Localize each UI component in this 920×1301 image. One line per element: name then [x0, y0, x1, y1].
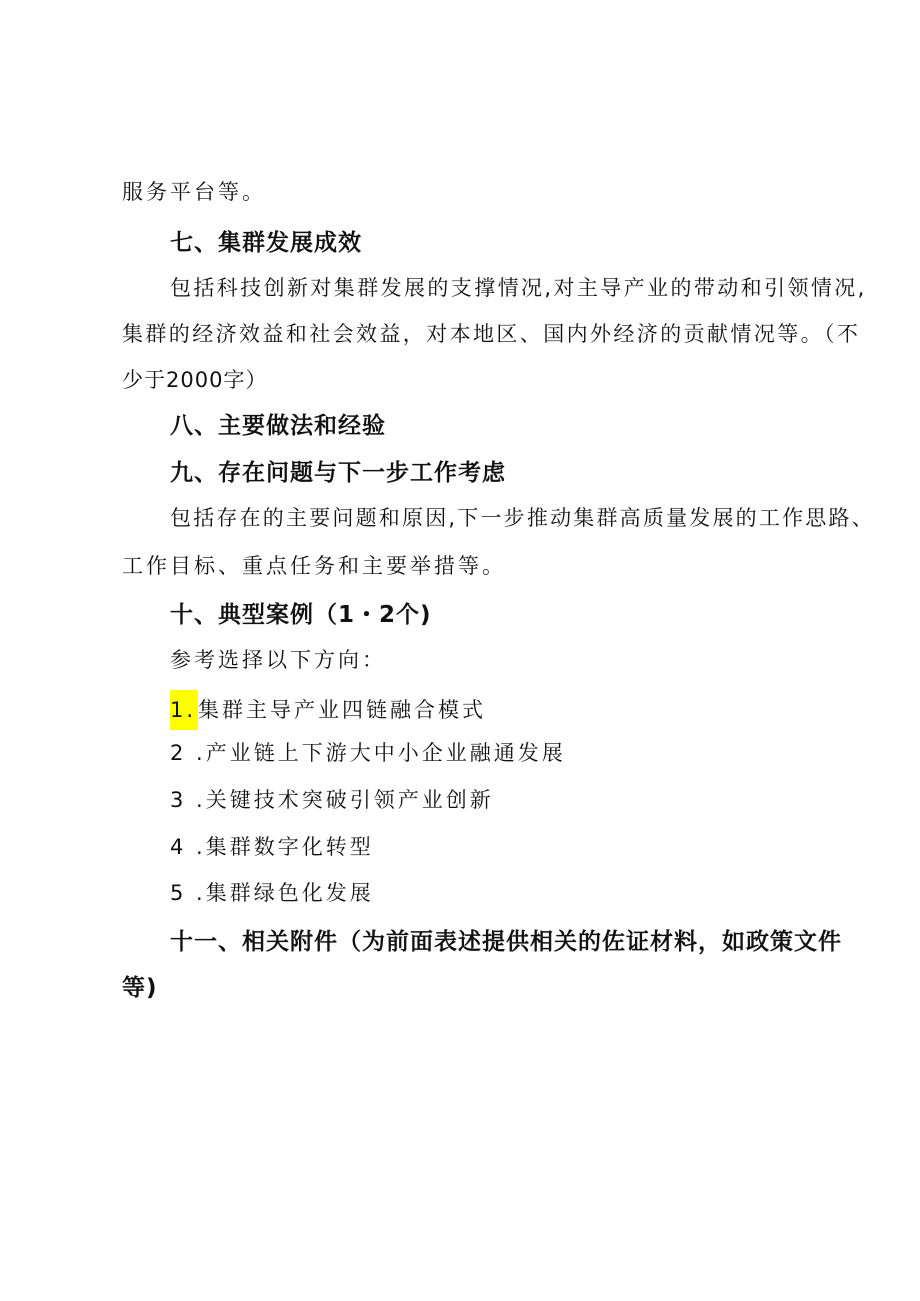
list-item-2	[170, 737, 566, 767]
section-11-heading-line-2: 等)	[122, 975, 158, 1001]
section-9-heading: 九、存在问题与下一步工作考虑	[170, 460, 506, 486]
list-item-2-text: 产业链上下游大中小企业融通发展	[205, 741, 566, 765]
section-8-heading: 八、主要做法和经验	[170, 413, 386, 439]
section-9-paragraph-line-2: 工作目标、重点任务和主要举措等。	[122, 554, 506, 578]
list-item-4-text: 集群数字化转型	[205, 835, 374, 859]
section-10-heading: 十、典型案例（1・2个)	[170, 602, 432, 628]
section-7-paragraph-line-1: 包括科技创新对集群发展的支撑情况,对主导产业的带动和引领情况,	[170, 276, 867, 300]
section-7-heading: 七、集群发展成效	[170, 230, 362, 256]
section-7-paragraph-line-2: 集群的经济效益和社会效益，对本地区、国内外经济的贡献情况等。（不	[122, 322, 861, 346]
list-item-4	[170, 831, 374, 861]
section-7-paragraph-line-3: 少于2000字）	[122, 368, 268, 392]
list-item-5-number: 5 .	[170, 881, 206, 905]
list-item-5	[170, 877, 374, 907]
list-item-3	[170, 784, 494, 814]
list-item-1-number: 1.	[170, 690, 198, 730]
list-item-3-number: 3 .	[170, 788, 206, 812]
list-item-1-text: 集群主导产业四链融合模式	[198, 698, 487, 722]
list-item-2-number: 2 .	[170, 741, 206, 765]
section-11-heading-line-1: 十一、相关附件（为前面表述提供相关的佐证材料，如政策文件	[170, 929, 842, 955]
list-item-4-number: 4 .	[170, 835, 206, 859]
section-10-intro: 参考选择以下方向：	[170, 648, 386, 672]
list-item-1	[170, 690, 486, 730]
continuation-text: 服务平台等。	[122, 180, 266, 204]
list-item-5-text: 集群绿色化发展	[205, 881, 374, 905]
section-9-paragraph-line-1: 包括存在的主要问题和原因,下一步推动集群高质量发展的工作思路、	[170, 506, 875, 530]
list-item-3-text: 关键技术突破引领产业创新	[205, 788, 494, 812]
